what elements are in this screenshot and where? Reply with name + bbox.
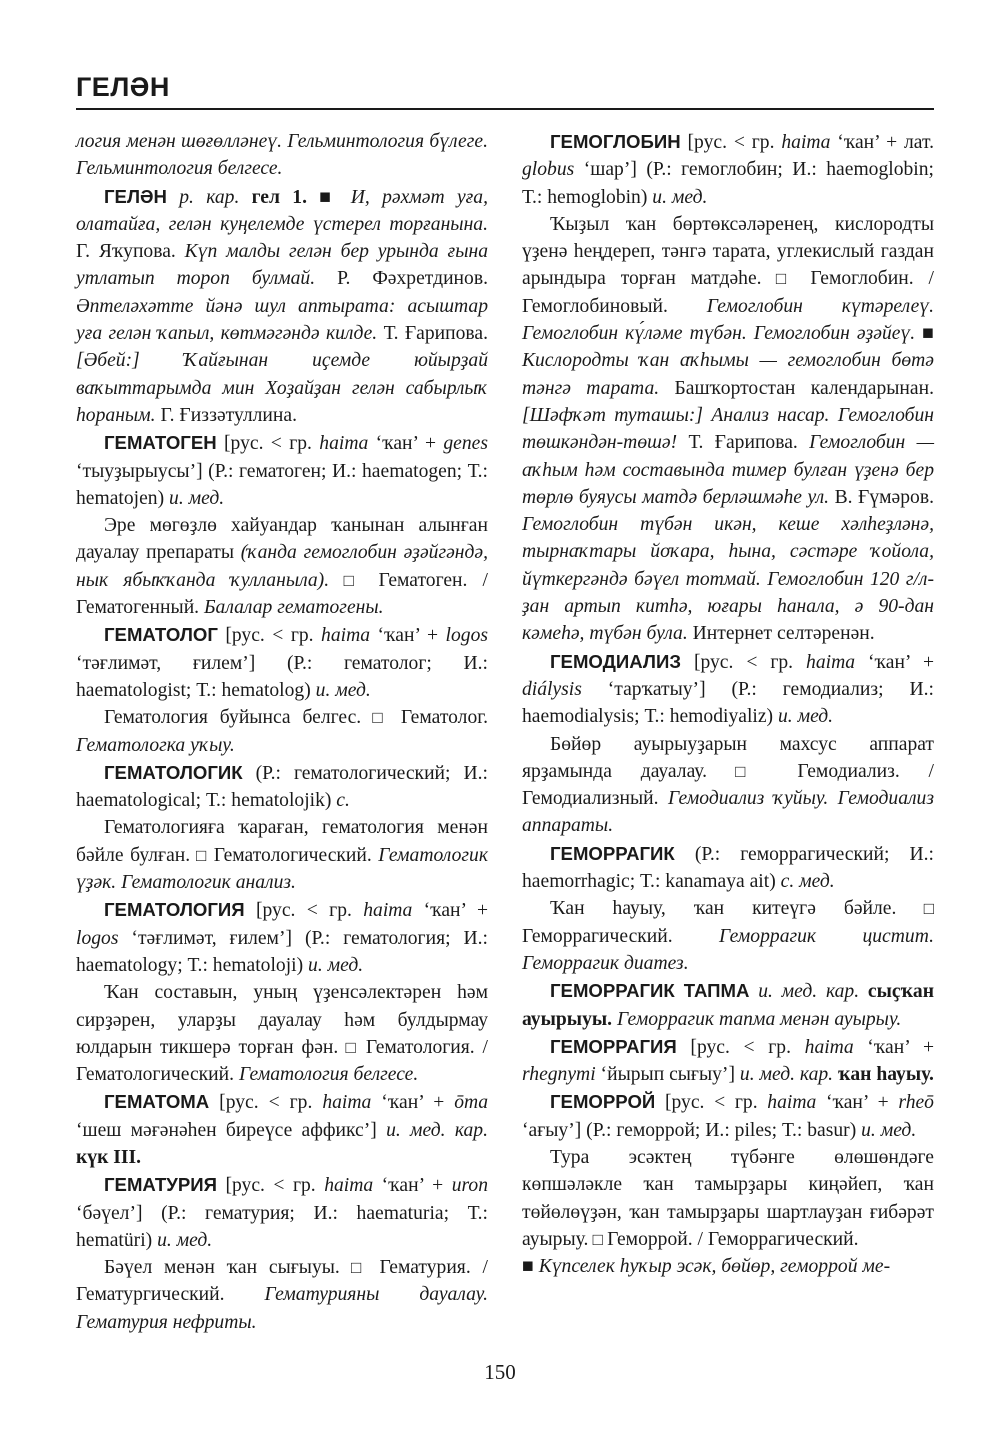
entry-gemorragik: ГЕМОРРАГИК (Р.: геморрагический; И.: haemorrhagic; Т.: kanamaya ait) с. мед. <box>522 842 934 893</box>
header-rule <box>76 108 934 110</box>
headword: ГЕМОРРАГИЯ <box>550 1035 677 1057</box>
definition-gemorragik: Ҡан һауыу, ҡан китеүгә бәйле. □ Геморрагический. Геморрагик цистит. Геморрагик диатез. <box>522 898 934 974</box>
entry-gemoglobin: ГЕМОГЛОБИН [рус. < гр. haima ‘ҡан’ + лат. globus ‘шар’] (Р.: гемоглобин; И.: haemoglobin; Т.: hemoglobin) и. мед. <box>522 131 934 208</box>
headword: ГЕЛӘН <box>104 185 167 207</box>
left-column <box>76 128 488 1336</box>
definition-gematologik: Гематологияға ҡараған, гематология менән бәйле булған. □ Гематологический. Гематологик үҙәк. Гематологик анализ. <box>76 817 488 894</box>
headword: ГЕМАТОЛОГИЯ <box>104 899 245 921</box>
entry-gemorroy: ГЕМОРРОЙ [рус. < гр. haima ‘ҡан’ + rheō ‘ағыу’] (Р.: геморрой; И.: piles; Т.: basur) и. мед. <box>522 1091 934 1141</box>
definition-gematologiya: Ҡан составын, уның үҙенсәлектәрен һәм сирҙәрен, уларҙы дауалау һәм булдырмау юлдарын тикшерә торған фән. □ Гематология. / Гематологический. Гематология белгесе. <box>76 982 488 1086</box>
russian-equivalent-marker: □ <box>707 761 798 781</box>
headword: ГЕМОРРАГИК ТАПМА <box>550 980 750 1002</box>
headword: ГЕМАТОЛОГИК <box>104 761 243 783</box>
russian-equivalent-marker: □ <box>190 845 214 865</box>
running-head: ГЕЛӘН <box>76 72 170 102</box>
entry-gematoma: ГЕМАТОМА [рус. < гр. haima ‘ҡан’ + ōma ‘шеш мәғәнәһен биреүсе аффикс’] и. мед. кар. күк III. <box>76 1091 488 1168</box>
entry-gemorragik-tapma: ГЕМОРРАГИК ТАПМА и. мед. кар. сыҫҡан ауырыуы. Геморрагик тапма менән ауырыу. <box>522 980 935 1030</box>
entry-gematologiya: ГЕМАТОЛОГИЯ [рус. < гр. haima ‘ҡан’ + logos ‘тәғлимәт, ғилем’] (Р.: гематология; И.: haematology; Т.: hematoloji) и. мед. <box>76 899 488 976</box>
entry-gematuriya: ГЕМАТУРИЯ [рус. < гр. haima ‘ҡан’ + uron ‘бәүел’] (Р.: гематурия; И.: haematuria; Т.: hematüri) и. мед. <box>76 1174 488 1251</box>
headword: ГЕМОДИАЛИЗ <box>550 650 681 672</box>
entry-gematogen: ГЕМАТОГЕН [рус. < гр. haima ‘ҡан’ + genes ‘тыуҙырыусы’] (Р.: гематоген; И.: haematogen; Т.: hematojen) и. мед. <box>76 432 488 509</box>
example-marker: ■ <box>915 323 934 345</box>
russian-equivalent-marker: □ <box>338 1037 366 1057</box>
definition-gematolog: Гематология буйынса белгес. □ Гематолог. Гематологка уҡыу. <box>76 707 488 756</box>
headword: ГЕМАТОГЕН <box>104 432 217 454</box>
russian-equivalent-marker: □ <box>339 1258 380 1278</box>
example-marker: ■ <box>522 1256 539 1278</box>
headword: ГЕМОРРОЙ <box>550 1091 656 1113</box>
definition-gemorroy: Тура эсәктең түбәнге өлөшөндәге көпшәләкле ҡан тамырҙары киңәйеп, ҡан төйөлөүҙән, ҡан тамырҙары шартлауҙан ғибәрәт ауырыу. □ Геморрой. / Геморрагический. <box>522 1146 934 1250</box>
entry-gelen: ГЕЛӘН р. кар. гел 1. ■ И, рәхмәт уға, олатайға, гелән куңелемде үстерел торғанына. Г. Яҡупова. Күп малды гелән бер урында ғына утлатып тороп булмай. Р. Фәхретдинов. Әптеләхәтте йәнә шул аптырата: асыштар уға гелән ҡапыл, көтмәгәндә килде. Т. Ғарипова. [Әбей:] Ҡайғынан иҫемде юйырҙай ваҡыттарымда мин Хоҙайҙан гелән сабырлыҡ һораным. Г. Ғиззәтуллина. <box>76 185 488 426</box>
russian-equivalent-marker: □ <box>761 269 811 289</box>
example-marker: ■ <box>306 186 351 208</box>
headword: ГЕМАТОЛОГ <box>104 624 218 646</box>
entry-gemodializ: ГЕМОДИАЛИЗ [рус. < гр. haima ‘ҡан’ + diálysis ‘тарҡатыу’] (Р.: гемодиализ; И.: haemodialysis; Т.: hemodiyaliz) и. мед. <box>522 650 934 728</box>
entry-gemorragiya: ГЕМОРРАГИЯ [рус. < гр. haima ‘ҡан’ + rhegnymi ‘йырып сығыу’] и. мед. кар. ҡан һауыу. <box>522 1035 934 1086</box>
russian-equivalent-marker: □ <box>896 899 934 919</box>
entry-continuation: логия менән шөғөлләнеү. Гельминтология бүлеге. Гельминтология белгесе. <box>76 131 488 180</box>
russian-equivalent-marker: □ <box>588 1229 608 1249</box>
russian-equivalent-marker: □ <box>329 570 379 590</box>
definition-gematogen: Эре мөгөҙлө хайуандар ҡанынан алынған дауалау препараты (ҡанда гемоглобин әҙәйгәндә, нык ябыҡҡанда ҡулланыла). □ Гематоген. / Гематогенный. Балалар гематогены. <box>76 515 489 619</box>
right-column <box>522 128 934 1280</box>
headword: ГЕМОГЛОБИН <box>550 131 681 152</box>
definition-gemoglobin: Ҡыҙыл ҡан бөртөксәләренең, кислородты үҙенә һеңдереп, тәнгә тарата, углекислый газдан арындыра торған матдәһе. □ Гемоглобин. / Гемоглобиновый. Гемоглобин күтәрелеү. Гемоглобин кү́ләме түбән. Гемоглобин әҙәйеү. ■ Кислородты ҡан аҡһымы — гемоглобин бөтә тәнгә тарата. Башҡортостан календарынан. [Шәфҡәт туташы:] Анализ насар. Гемоглобин төшкәндән-төшә! Т. Ғарипова. Гемоглобин — аҡһым һәм составында тимер булған үҙенә бер төрлө буяусы матдә берләшмәһе ул. В. Ғүмәров. Гемоглобин түбән икән, кеше хәлһеҙләнә, тырнаҡтары йоҡара, һына, сәстәре ҡойола, йүткергәндә бәүел тотмай. Гемоглобин 120 г/л-ҙан артып китһә, юғары һанала, ә 90-дан кәмеһә, түбән була. Интернет селтәренән. <box>522 213 934 645</box>
example-gemorroy: ■ Күпселек һуҡыр эсәк, бөйөр, геморрой ме- <box>522 1256 891 1278</box>
entry-gematologik: ГЕМАТОЛОГИК (Р.: гематологический; И.: haematological; Т.: hematolojik) с. <box>76 761 488 812</box>
headword: ГЕМАТУРИЯ <box>104 1174 217 1196</box>
entry-gematolog: ГЕМАТОЛОГ [рус. < гр. haima ‘ҡан’ + logos ‘тәғлимәт, ғилем’] (Р.: гематолог; И.: haematologist; Т.: hematolog) и. мед. <box>76 624 488 701</box>
page-number: 150 <box>484 1360 516 1384</box>
russian-equivalent-marker: □ <box>361 708 401 728</box>
headword: ГЕМОРРАГИК <box>550 842 675 864</box>
definition-gemodializ: Бөйөр ауырыуҙарын махсус аппарат ярҙамында дауалау. □ Гемодиализ. / Гемодиализный. Гемодиализ ҡуйыу. Гемодиализ аппараты. <box>522 733 934 837</box>
definition-gematuriya: Бәүел менән ҡан сығыуы. □ Гематурия. / Гематургический. Гематурияны дауалау. Гематурия нефриты. <box>76 1257 488 1333</box>
headword: ГЕМАТОМА <box>104 1091 210 1113</box>
